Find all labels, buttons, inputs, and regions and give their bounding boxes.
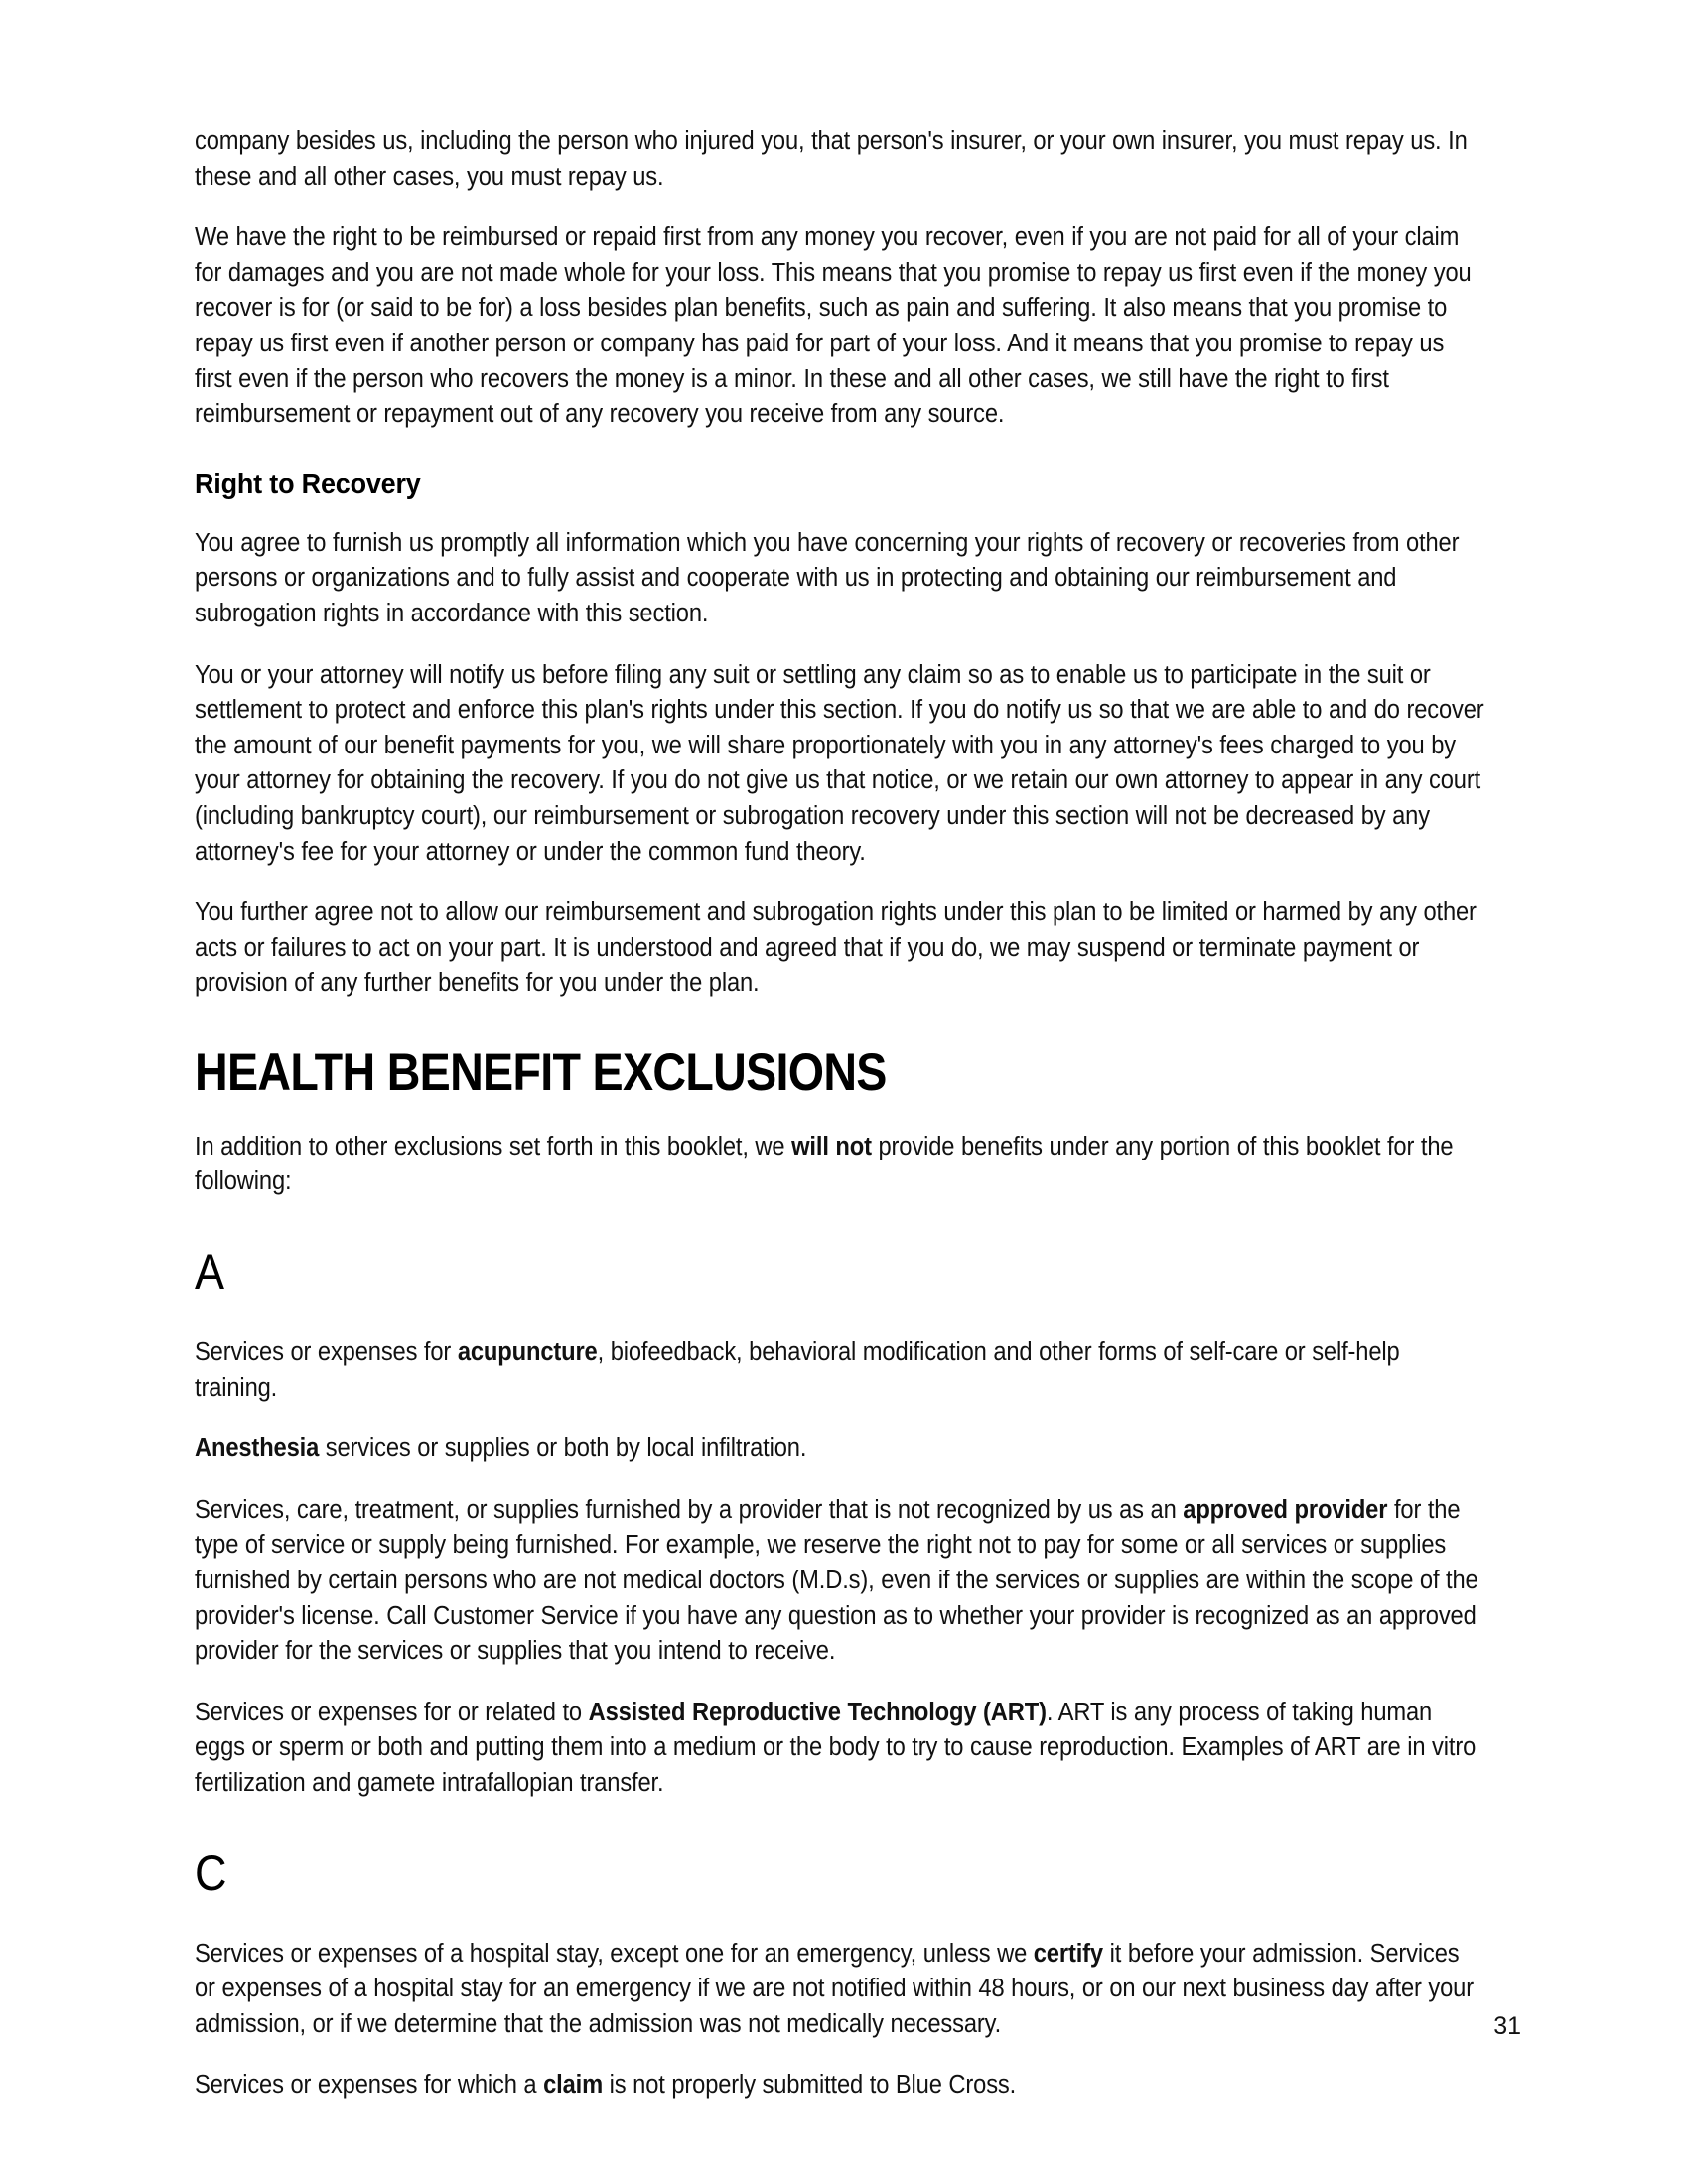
- emphasis-term: acupuncture: [457, 1338, 598, 1367]
- body-paragraph: company besides us, including the person who injured you, that person's insurer, or your own insurer, you must repay us. In these and all other cases, you must repay us.: [195, 127, 1468, 191]
- page-number: 31: [1493, 2012, 1521, 2040]
- paragraph-run: Services or expenses for which a: [195, 2071, 544, 2100]
- paragraph-run: provide benefits under any portion of this booklet for the following:: [195, 1132, 1454, 1196]
- body-paragraph: [195, 2068, 1485, 2104]
- paragraph-run: Services, care, treatment, or supplies furnished by a provider that is not recognized by us as an: [195, 1495, 1184, 1524]
- section-heading: HEALTH BENEFIT EXCLUSIONS: [195, 1042, 887, 1102]
- alphabet-letter-heading: A: [195, 1244, 225, 1300]
- paragraph-run: services or supplies or both by local infiltration.: [319, 1434, 807, 1463]
- body-paragraph: You agree to furnish us promptly all information which you have concerning your rights of recovery or recoveries from other persons or organizations and to fully assist and cooperate with us in protecting and obtaining our reimbursement and subrogation rights in accordance with this section.: [195, 528, 1460, 627]
- emphasis-term: Anesthesia: [195, 1434, 320, 1463]
- emphasis-term: Assisted Reproductive Technology (ART): [588, 1698, 1047, 1726]
- subsection-heading: Right to Recovery: [195, 468, 421, 500]
- emphasis-term: approved provider: [1183, 1495, 1388, 1524]
- body-paragraph: [195, 1432, 1485, 1467]
- emphasis-term: claim: [543, 2071, 604, 2100]
- paragraph-run: . ART is any process of taking human eggs or sperm or both and putting them into a medium or the body to try to cause reproduction. Examples of ART are in vitro fertilization and gamete intrafallopian transfer.: [195, 1698, 1477, 1797]
- emphasis-term: will not: [791, 1132, 872, 1160]
- paragraph-run: for the type of service or supply being furnished. For example, we reserve the right not to pay for some or all services or supplies furnished by certain persons who are not medical doctors (M.D.s), even if the services or supplies are within the scope of the provider's license. Call Customer Service if you have any question as to whether your provider is recognized as an approved provider for the services or supplies that you intend to receive.: [195, 1495, 1478, 1666]
- document-body: [195, 124, 1485, 2129]
- emphasis-term: certify: [1033, 1939, 1103, 1968]
- body-paragraph: [195, 1335, 1485, 1406]
- body-paragraph: [195, 1696, 1485, 1802]
- paragraph-run: In addition to other exclusions set forth in this booklet, we: [195, 1132, 792, 1160]
- paragraph-run: Services or expenses for: [195, 1338, 458, 1367]
- body-paragraph: We have the right to be reimbursed or repaid first from any money you recover, even if you are not paid for all of your claim for damages and you are not made whole for your loss. This means that you promise to repay us first even if the money you recover is for (or said to be for) a loss besides plan benefits, such as pain and suffering. It also means that you promise to repay us first even if another person or company has paid for part of your loss. And it means that you promise to repay us first even if the person who recovers the money is a minor. In these and all other cases, we still have the right to first reimbursement or repayment out of any recovery you receive from any source.: [195, 223, 1472, 429]
- body-paragraph: You or your attorney will notify us before filing any suit or settling any claim so as to enable us to participate in the suit or settlement to protect and enforce this plan's rights under this section. If you do notify us so that we are able to and do recover the amount of our benefit payments for you, we will share proportionately with you in any attorney's fees charged to you by your attorney for obtaining the recovery. If you do not give us that notice, or we retain our own attorney to appear in any court (including bankruptcy court), our reimbursement or subrogation recovery under this section will not be decreased by any attorney's fee for your attorney or under the common fund theory.: [195, 660, 1484, 866]
- paragraph-run: , biofeedback, behavioral modification and other forms of self-care or self-help training.: [195, 1338, 1400, 1402]
- body-paragraph: [195, 1130, 1485, 1200]
- body-paragraph: [195, 1937, 1485, 2043]
- paragraph-run: it before your admission. Services or expenses of a hospital stay for an emergency if we are not notified within 48 hours, or on our next business day after your admission, or if we determine that the admission was not medically necessary.: [195, 1939, 1474, 2038]
- paragraph-run: Services or expenses of a hospital stay, except one for an emergency, unless we: [195, 1939, 1034, 1968]
- body-paragraph: You further agree not to allow our reimbursement and subrogation rights under this plan to be limited or harmed by any other acts or failures to act on your part. It is understood and agreed that if you do, we may suspend or terminate payment or provision of any further benefits for you under the plan.: [195, 898, 1477, 998]
- alphabet-letter-heading: C: [195, 1844, 227, 1901]
- paragraph-run: is not properly submitted to Blue Cross.: [603, 2071, 1017, 2100]
- paragraph-run: Services or expenses for or related to: [195, 1698, 589, 1726]
- body-paragraph: [195, 1493, 1485, 1670]
